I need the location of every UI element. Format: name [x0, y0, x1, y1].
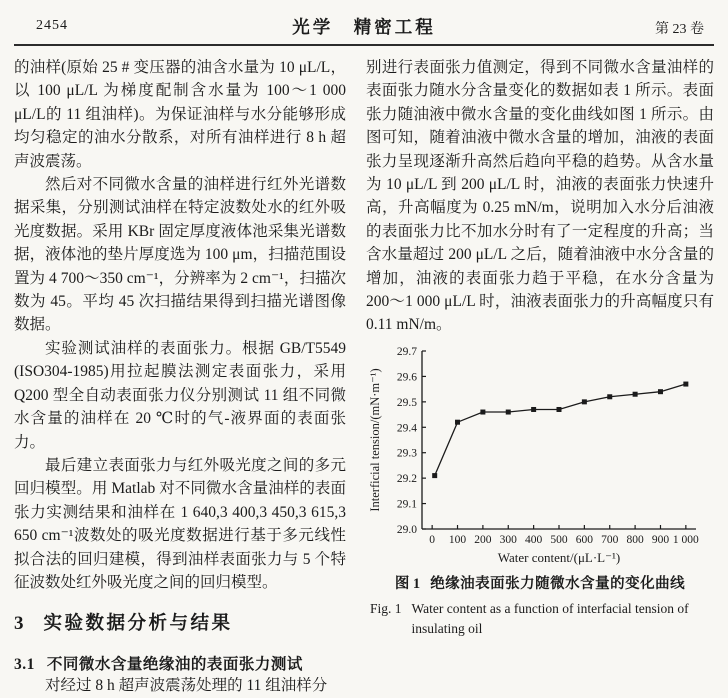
volume-label: 第 23 卷 — [655, 22, 704, 37]
svg-text:1 000: 1 000 — [672, 533, 699, 546]
svg-text:100: 100 — [448, 533, 467, 546]
svg-text:29.0: 29.0 — [396, 523, 417, 536]
svg-text:29.6: 29.6 — [396, 371, 417, 384]
line-chart — [366, 341, 714, 567]
figure-1 — [366, 341, 714, 639]
section-title: 实验数据分析与结果 — [43, 614, 233, 635]
page-header — [14, 12, 714, 38]
two-column-body — [14, 56, 714, 698]
svg-text:29.1: 29.1 — [396, 498, 417, 511]
svg-text:300: 300 — [499, 533, 517, 546]
svg-text:29.4: 29.4 — [396, 422, 417, 435]
figure-caption-en — [366, 599, 714, 639]
svg-text:500: 500 — [550, 533, 568, 546]
paragraph-continuation: 的油样(原始 25 # 变压器的油含水量为 10 μL/L，以 100 μL/L 为梯度配制含水量为 100～1 000 μL/L的 11 组油样)。为保证油样与水分能够形成均匀稳定的油水分散系，对所有油样进行 8 h 超声波震荡。 — [14, 59, 346, 170]
svg-text:29.2: 29.2 — [396, 473, 417, 486]
line-chart-svg — [366, 341, 714, 567]
paragraph: 实验测试油样的表面张力。根据 GB/T5549 (ISO304-1985)用拉起膜法测定表面张力，采用 Q200 型全自动表面张力仪分别测试 11 组不同微水含量的油样在 20 ℃时的气-液界面的表面张力。 — [14, 339, 346, 451]
section-heading — [14, 609, 346, 635]
svg-text:0: 0 — [429, 533, 436, 546]
svg-text:29.3: 29.3 — [396, 447, 417, 460]
header-rule — [14, 44, 714, 46]
svg-text:800: 800 — [626, 533, 644, 546]
right-column — [366, 56, 714, 698]
left-column — [14, 56, 346, 698]
svg-text:200: 200 — [474, 533, 492, 546]
subsection-heading — [14, 652, 346, 674]
journal-title: 光学 精密工程 — [292, 17, 436, 37]
svg-text:600: 600 — [575, 533, 593, 546]
svg-text:Interficial tension/(mN·m⁻¹): Interficial tension/(mN·m⁻¹) — [368, 368, 382, 512]
figure-caption-en-label: Fig. 1 — [370, 600, 402, 616]
svg-text:700: 700 — [601, 533, 619, 546]
svg-text:29.5: 29.5 — [396, 396, 417, 409]
figure-caption-zh-text: 绝缘油表面张力随微水含量的变化曲线 — [430, 575, 686, 592]
svg-text:29.7: 29.7 — [396, 345, 417, 358]
figure-caption-zh-label: 图 1 — [394, 575, 421, 592]
page-number: 2454 — [36, 18, 68, 33]
figure-caption-en-text: Water content as a function of interfacial tension of insulating oil — [411, 600, 689, 636]
svg-text:Water content/(μL·L⁻¹): Water content/(μL·L⁻¹) — [497, 549, 621, 565]
figure-caption-zh — [366, 572, 714, 593]
paragraph-continuation: 别进行表面张力值测定，得到不同微水含量油样的表面张力随水分含量变化的数据如表 1 所示。表面张力随油液中微水含量的变化曲线如图 1 所示。由图可知，随着油液中微水含量的增加，油液的表面张力呈现逐渐升高然后趋向平稳的趋势。从含水量为 10 μL/L 到 200 μL/L 时，油液的表面张力快速升高，升高幅度为 0.25 mN/m，说明加入水分后油液的表面张力比不加水分时有了一定程度的升高；当含水量超过 200 μL/L 之后，随着油液中水分含量的增加，油液的表面张力趋于平稳，在水分含量为 200～1 000 μL/L 时，油液表面张力的升高幅度只有 0.11 mN/m。 — [366, 59, 714, 334]
paragraph: 然后对不同微水含量的油样进行红外光谱数据采集，分别测试油样在特定波数处水的红外吸光度数据。采用 KBr 固定厚度液体池采集光谱数据，液体池的垫片厚度选为 100 μm，扫描范围设置为 4 700～350 cm⁻¹，分辨率为 2 cm⁻¹，扫描次数为 45。平均 45 次扫描结果得到扫描光谱图像数据。 — [14, 176, 346, 334]
section-number: 3 — [14, 613, 24, 635]
svg-text:400: 400 — [525, 533, 543, 546]
subsection-title: 不同微水含量绝缘油的表面张力测试 — [46, 656, 303, 674]
paragraph: 最后建立表面张力与红外吸光度之间的多元回归模型。用 Matlab 对不同微水含量油样的表面张力实测结果和油样在 1 640,3 400,3 450,3 615,3 650 cm⁻¹波数处的吸光度数据进行基于多元线性拟合法的回归建模，得到油样表面张力与 5 个特征波数处红外吸光度之间的回归模型。 — [14, 456, 346, 591]
svg-text:900: 900 — [651, 533, 670, 546]
subsection-number: 3.1 — [14, 656, 35, 674]
paragraph: 对经过 8 h 超声波震荡处理的 11 组油样分 — [45, 677, 328, 695]
